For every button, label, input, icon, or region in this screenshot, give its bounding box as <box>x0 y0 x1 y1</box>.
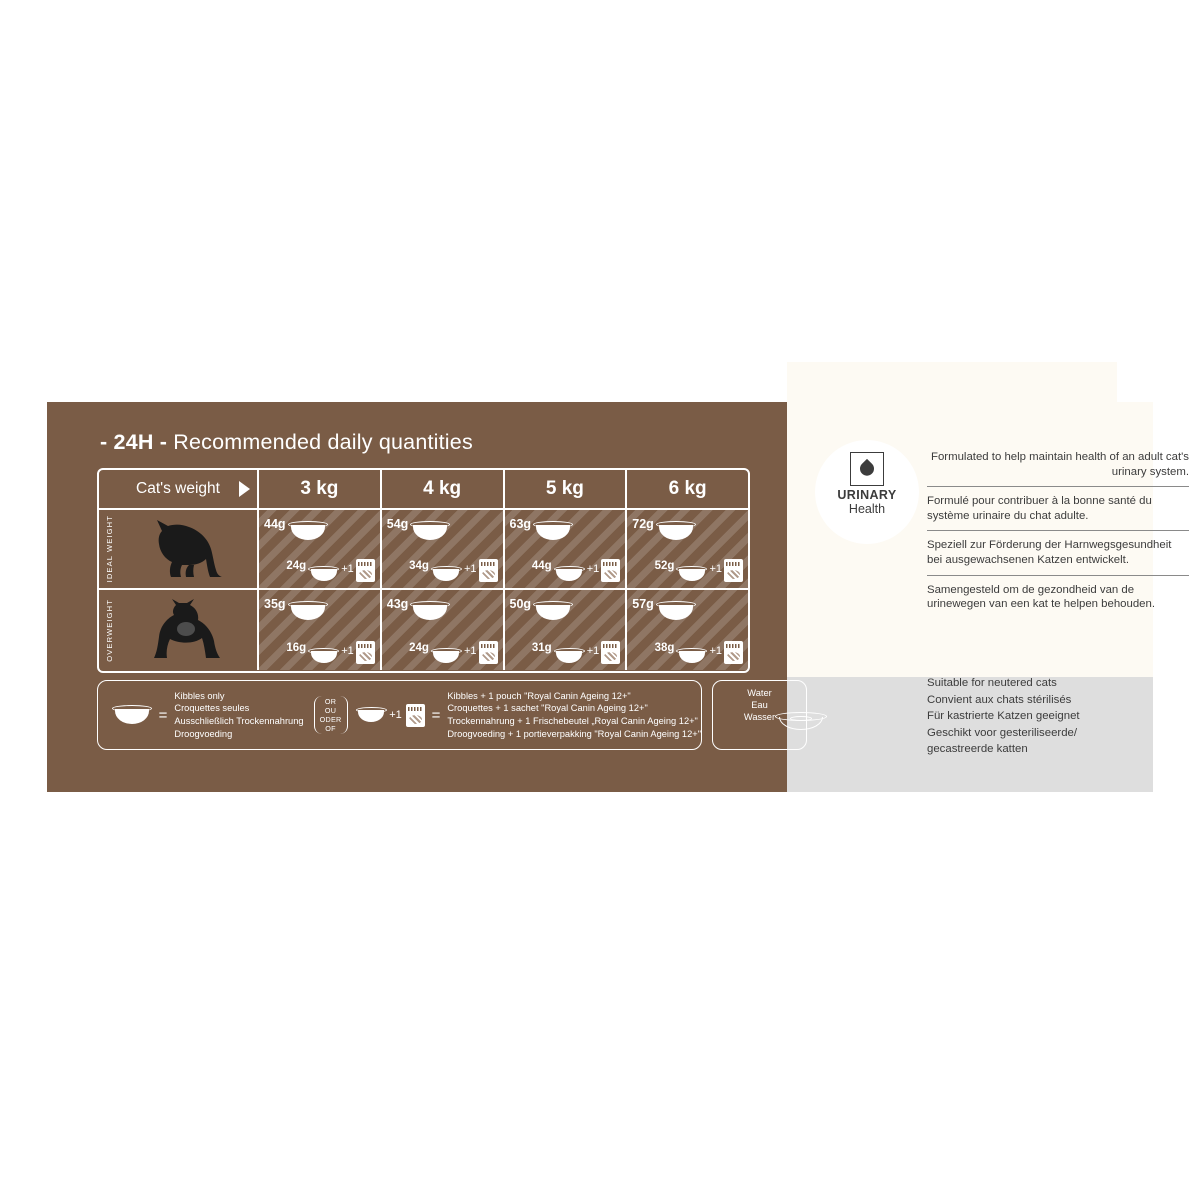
table-row-overweight <box>99 590 748 670</box>
cell-overweight-6kg <box>627 590 748 670</box>
plus-one-label: +1 <box>463 563 477 575</box>
row-label-overweight: OVERWEIGHT <box>105 598 114 662</box>
legend-kibbles-only-text <box>174 690 303 740</box>
or-de: ODER <box>319 715 342 724</box>
or-fr: OU <box>324 706 337 715</box>
bowl-icon <box>112 705 152 725</box>
weight-col-5kg: 5 kg <box>505 470 628 508</box>
legend-mixed-text <box>447 690 701 740</box>
kibble-only-3kg <box>264 598 328 621</box>
kibble-only-3kg <box>264 518 328 541</box>
kibble-only-4kg <box>387 518 451 541</box>
kibble-only-4kg <box>387 598 451 621</box>
bowl-icon <box>288 601 328 621</box>
packaging-feeding-panel <box>47 402 1189 792</box>
cat-ideal-weight-illustration <box>114 518 257 580</box>
urinary-health-badge <box>815 440 919 544</box>
bowl-icon <box>533 601 573 621</box>
cat-overweight-illustration <box>114 599 257 661</box>
bowl-icon <box>533 521 573 541</box>
cats-weight-header <box>99 470 259 508</box>
claim-de: Speziell zur Förderung der Harnwegsgesundheit bei ausgewachsenen Katzen entwickelt. <box>927 530 1189 574</box>
page-title <box>100 430 473 455</box>
weight-col-6kg: 6 kg <box>668 478 707 499</box>
legend-line-fr: Croquettes seules <box>174 703 250 714</box>
bowl-icon <box>308 648 339 664</box>
gram-value: 44g <box>264 517 286 531</box>
equals-sign: = <box>431 706 441 724</box>
kibble-pouch-3kg <box>286 641 374 664</box>
pouch-icon <box>479 641 498 664</box>
gram-value: 24g <box>286 559 307 572</box>
water-drop-icon <box>850 452 884 486</box>
pouch-icon <box>356 559 375 582</box>
water-de: Wasser <box>743 712 776 723</box>
water-en: Water <box>747 688 772 698</box>
feeding-table <box>97 468 750 673</box>
gram-value: 54g <box>386 517 409 531</box>
plus-one-label: +1 <box>709 563 722 575</box>
bowl-icon <box>308 566 339 582</box>
pouch-icon <box>356 641 375 664</box>
feeding-legend <box>97 680 702 750</box>
legend-mixed-en: Kibbles + 1 pouch "Royal Canin Ageing 12+" <box>447 690 631 701</box>
gram-value: 63g <box>509 517 532 531</box>
gram-value: 43g <box>386 597 409 611</box>
kibble-pouch-5kg <box>532 641 620 664</box>
pouch-icon <box>724 559 743 582</box>
neutered-nl-2: gecastreerde katten <box>927 743 1028 756</box>
neutered-nl-1: Geschikt voor gesteriliseerde/ <box>927 726 1078 739</box>
cell-overweight-4kg <box>382 590 505 670</box>
plus-one-label: +1 <box>586 563 600 575</box>
pouch-icon <box>601 641 620 664</box>
gram-value: 34g <box>409 559 429 572</box>
plus-one-label: +1 <box>341 645 354 657</box>
kibble-pouch-4kg <box>409 641 497 664</box>
legend-mixed-fr: Croquettes + 1 sachet "Royal Canin Ageing 12+" <box>447 703 648 714</box>
gram-value: 38g <box>654 641 675 654</box>
gram-value: 24g <box>409 641 429 654</box>
kibble-only-5kg <box>510 518 574 541</box>
badge-line-1: URINARY <box>837 488 897 502</box>
triangle-right-icon <box>239 481 250 497</box>
plus-one-label: +1 <box>341 563 354 575</box>
kibble-only-6kg <box>632 518 696 541</box>
bowl-icon <box>554 566 585 582</box>
legend-line-nl: Droogvoeding <box>174 728 233 739</box>
kibble-pouch-6kg <box>655 641 743 664</box>
gram-value: 72g <box>632 517 654 531</box>
gram-value: 35g <box>264 597 286 611</box>
row-label-ideal-weight: IDEAL WEIGHT <box>105 515 114 583</box>
cats-weight-label: Cat's weight <box>136 480 220 497</box>
bowl-icon <box>676 648 707 664</box>
claims-list <box>927 450 1189 619</box>
pouch-icon <box>479 559 498 582</box>
cell-ideal-5kg <box>505 510 628 588</box>
water-legend <box>712 680 807 750</box>
row-side-ideal <box>99 510 259 588</box>
row-side-overweight <box>99 590 259 670</box>
cell-ideal-4kg <box>382 510 505 588</box>
bowl-icon <box>410 521 450 541</box>
legend-line-en: Kibbles only <box>174 690 225 701</box>
gram-value: 16g <box>286 641 307 654</box>
bowl-icon <box>656 601 696 621</box>
gram-value: 57g <box>632 597 654 611</box>
gram-value: 50g <box>509 597 532 611</box>
page-title-rest: Recommended daily quantities <box>173 430 473 454</box>
bowl-icon <box>431 566 462 582</box>
bowl-icon <box>656 521 696 541</box>
equals-sign: = <box>158 706 168 724</box>
or-en: OR <box>324 697 337 706</box>
cell-overweight-3kg <box>259 590 382 670</box>
neutered-cats-note <box>927 675 1189 758</box>
claim-fr: Formulé pour contribuer à la bonne santé du système urinaire du chat adulte. <box>927 486 1189 530</box>
plus-one-label: +1 <box>463 645 477 657</box>
bowl-icon <box>410 601 450 621</box>
legend-line-de: Ausschließlich Trockennahrung <box>174 716 304 726</box>
claim-en: Formulated to help maintain health of an adult cat's urinary system. <box>931 451 1189 478</box>
plus-one-label: +1 <box>389 709 402 721</box>
pouch-icon <box>406 704 425 727</box>
or-nl: OF <box>325 724 336 733</box>
badge-line-2: Health <box>848 502 886 516</box>
plus-one-label: +1 <box>709 645 722 657</box>
cell-overweight-5kg <box>505 590 628 670</box>
bowl-icon <box>356 707 387 723</box>
kibble-only-6kg <box>632 598 696 621</box>
bowl-icon <box>554 648 585 664</box>
bowl-icon <box>676 566 707 582</box>
kibble-pouch-3kg <box>286 559 374 582</box>
gram-value: 52g <box>654 559 675 572</box>
claim-nl: Samengesteld om de gezondheid van de urinewegen van een kat te helpen behouden. <box>927 575 1189 619</box>
table-row-ideal-weight <box>99 510 748 590</box>
weight-col-3kg: 3 kg <box>259 470 382 508</box>
table-header-row <box>99 470 748 510</box>
kibble-pouch-4kg <box>409 559 497 582</box>
neutered-en: Suitable for neutered cats <box>927 677 1057 689</box>
legend-mixed-de: Trockennahrung + 1 Frischebeutel „Royal Canin Ageing 12+" <box>447 716 698 726</box>
cell-ideal-3kg <box>259 510 382 588</box>
pouch-icon <box>601 559 620 582</box>
gram-value: 31g <box>531 641 552 654</box>
plus-one-label: +1 <box>586 645 600 657</box>
water-fr: Eau <box>751 700 768 711</box>
kibble-pouch-6kg <box>655 559 743 582</box>
bowl-icon <box>431 648 462 664</box>
or-separator <box>314 696 348 734</box>
kibble-only-5kg <box>510 598 574 621</box>
kibble-pouch-5kg <box>532 559 620 582</box>
neutered-de: Für kastrierte Katzen geeignet <box>927 710 1080 723</box>
weight-col-4kg: 4 kg <box>382 470 505 508</box>
page-title-bold: - 24H - <box>100 430 168 454</box>
gram-value: 44g <box>531 559 552 572</box>
bowl-icon <box>288 521 328 541</box>
pouch-icon <box>724 641 743 664</box>
neutered-fr: Convient aux chats stérilisés <box>927 693 1072 706</box>
legend-mixed-nl: Droogvoeding + 1 portieverpakking "Royal Canin Ageing 12+" <box>447 728 701 739</box>
cell-ideal-6kg <box>627 510 748 588</box>
